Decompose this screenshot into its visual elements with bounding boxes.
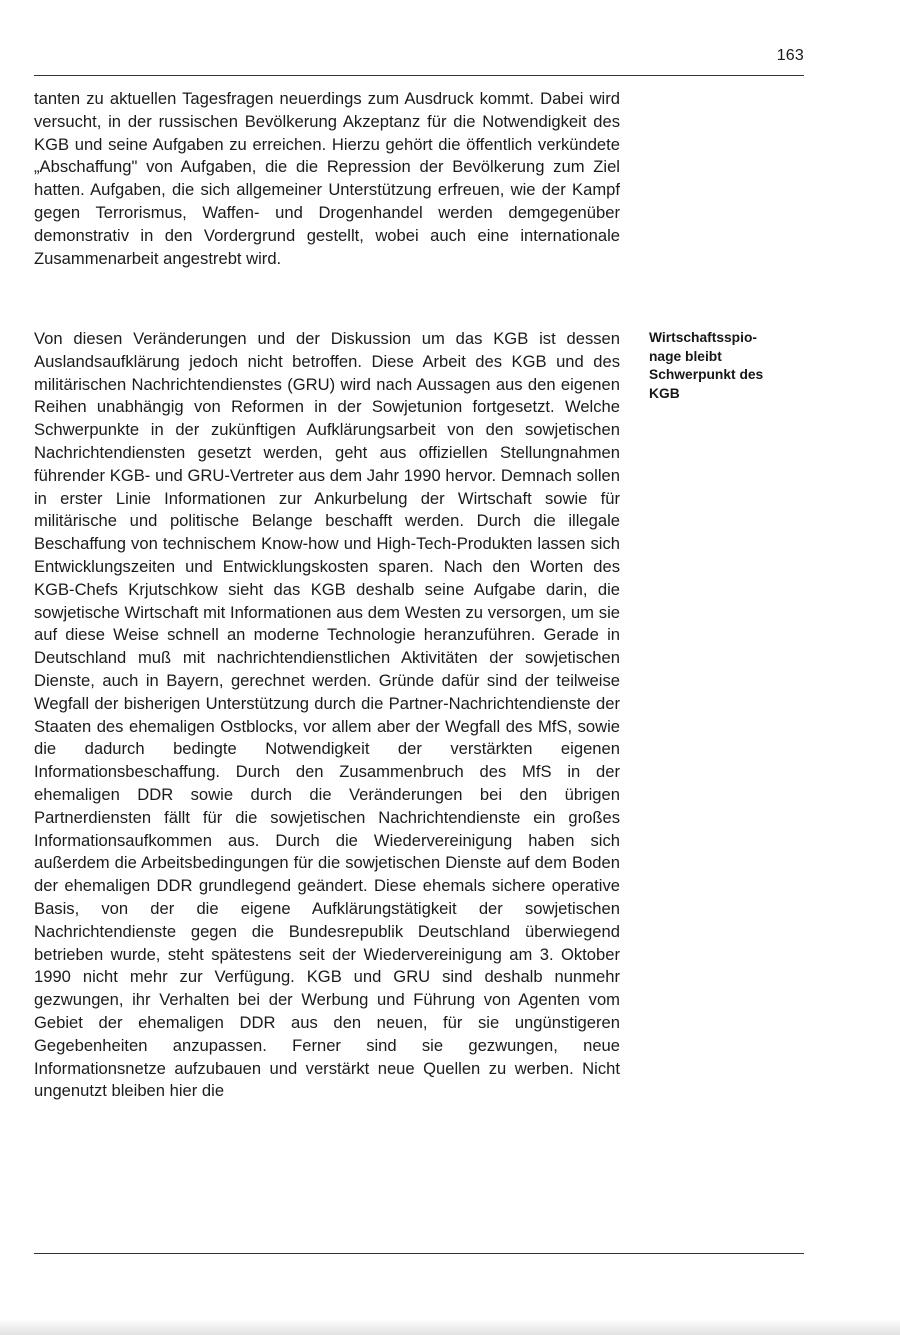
- header-rule: [34, 75, 804, 76]
- body-paragraph-2: Von diesen Veränderungen und der Diskussion um das KGB ist dessen Auslandsaufklärung jedoch nicht betroffen. Diese Arbeit des KGB und des militärischen Nachrichtendienstes (GRU) wird nach Aussagen aus den eigenen Reihen unabhängig von Reformen in der Sowjetunion fortgesetzt. Welche Schwerpunkte in der zukünftigen Aufklärungsarbeit von den sowjetischen Nachrichtendiensten gesetzt werden, geht aus offiziellen Stellungnahmen führender KGB- und GRU-Vertreter aus dem Jahr 1990 hervor. Demnach sollen in erster Linie Informationen zur Ankurbelung der Wirtschaft sowie für militärische und politische Belange beschafft werden. Durch die illegale Beschaffung von technischem Know-how und High-Tech-Produkten lassen sich Entwicklungszeiten und Entwicklungskosten sparen. Nach den Worten des KGB-Chefs Krjutschkow sieht das KGB deshalb seine Aufgabe darin, die sowjetische Wirtschaft mit Informationen aus dem Westen zu versorgen, um sie auf diese Weise schnell an moderne Technologie heranzuführen. Gerade in Deutschland muß mit nachrichtendienstlichen Aktivitäten der sowjetischen Dienste, auch in Bayern, gerechnet werden. Gründe dafür sind der teilweise Wegfall der bisherigen Unterstützung durch die Partner-Nachrichtendienste der Staaten des ehemaligen Ostblocks, vor allem aber der Wegfall des MfS, sowie die dadurch bedingte Notwendigkeit der verstärkten eigenen Informationsbeschaffung. Durch den Zusammenbruch des MfS in der ehemaligen DDR sowie durch die Veränderungen bei den übrigen Partnerdiensten fällt für die sowjetischen Nachrichtendienste ein großes Informationsaufkommen aus. Durch die Wiedervereinigung haben sich außerdem die Arbeitsbedingungen für die sowjetischen Dienste auf dem Boden der ehemaligen DDR grundlegend geändert. Diese ehemals sichere operative Basis, von der die eigene Aufklärungstätigkeit der sowjetischen Nachrichtendienste gegen die Bundesrepublik Deutschland überwiegend betrieben wurde, steht spätestens seit der Wiedervereinigung am 3. Oktober 1990 nicht mehr zur Verfügung. KGB und GRU sind deshalb nunmehr gezwungen, ihr Verhalten bei der Werbung und Führung von Agenten vom Gebiet der ehemaligen DDR aus den neuen, für sie ungünstigeren Gegebenheiten anzupassen. Ferner sind sie gezwungen, neue Informationsnetze aufzubauen und verstärkt neue Quellen zu werben. Nicht ungenutzt bleiben hier die: [34, 329, 620, 1101]
- page-number: 163: [776, 47, 804, 64]
- marginal-note: Wirtschaftsspio- nage bleibt Schwerpunkt des KGB: [649, 330, 764, 401]
- body-paragraph-1: tanten zu aktuellen Tagesfragen neuerdings zum Ausdruck kommt. Dabei wird versucht, in der russischen Bevölkerung Akzeptanz für die Notwendigkeit des KGB und seine Aufgaben zu erreichen. Hierzu gehört die öffentlich verkündete „Abschaffung" von Aufgaben, die die Repression der Bevölkerung zum Ziel hatten. Aufgaben, die sich allgemeiner Unterstützung erfreuen, wie der Kampf gegen Terrorismus, Waffen- und Drogenhandel werden demgegenüber demonstrativ in den Vordergrund gestellt, wobei auch eine internationale Zusammenarbeit angestrebt wird.: [34, 89, 620, 268]
- footer-rule: [34, 1253, 804, 1254]
- page-edge-shadow: [0, 1319, 900, 1335]
